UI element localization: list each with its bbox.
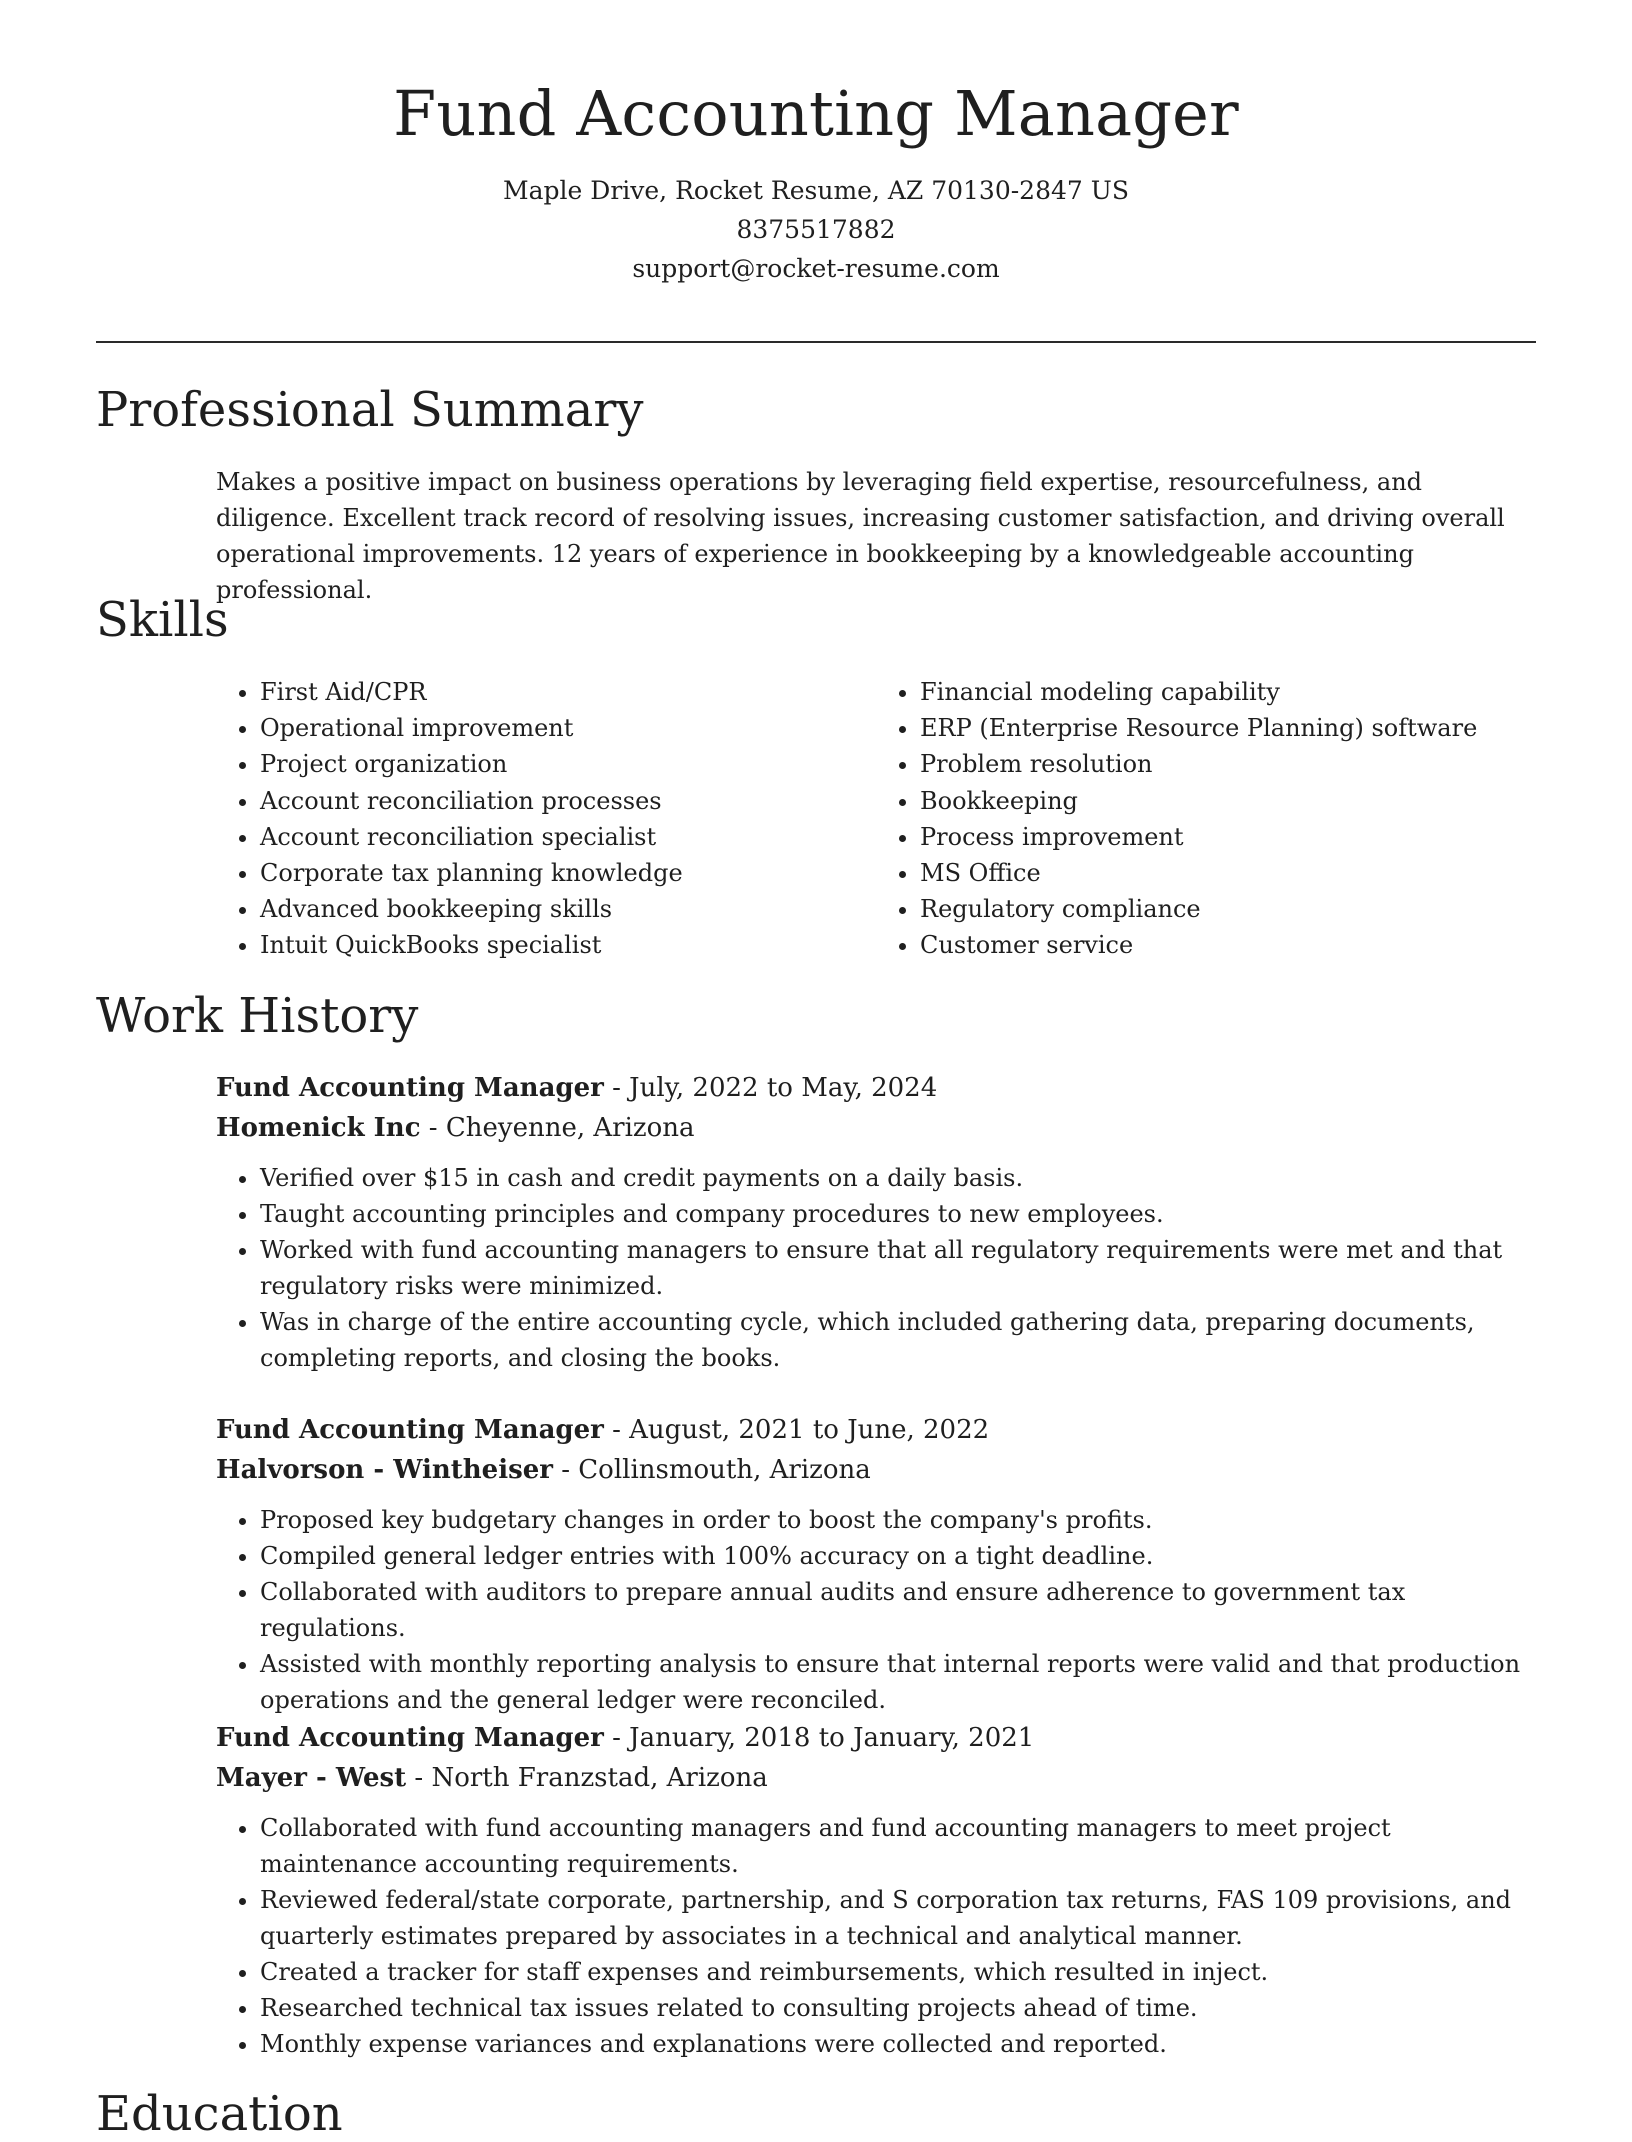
skill-item: • Problem resolution	[920, 746, 1536, 782]
job-bullet: • Monthly expense variances and explanations were collected and reported.	[260, 2026, 1536, 2062]
job-bullet: • Reviewed federal/state corporate, partnership, and S corporation tax returns, FAS 109 provisions, and quarterly estimates prepared by associates in a technical and analytical manner.	[260, 1882, 1536, 1954]
job-dates: - August, 2021 to June, 2022	[603, 1415, 990, 1445]
skills-heading: Skills	[96, 592, 229, 648]
job-title-line	[216, 1068, 1536, 1108]
job-bullet: • Collaborated with fund accounting managers and fund accounting managers to meet project maintenance accounting requirements.	[260, 1810, 1536, 1882]
contact-block	[96, 171, 1536, 288]
skills-column-right	[876, 674, 1536, 964]
skill-item: • Account reconciliation processes	[260, 783, 876, 819]
job-bullet: • Worked with fund accounting managers to ensure that all regulatory requirements were met and that regulatory risks were minimized.	[260, 1232, 1536, 1304]
job-title: Fund Accounting Manager	[216, 1723, 604, 1753]
work-history-heading: Work History	[96, 988, 419, 1044]
contact-address: Maple Drive, Rocket Resume, AZ 70130-2847 US	[503, 176, 1129, 206]
job-bullet: • Compiled general ledger entries with 100% accuracy on a tight deadline.	[260, 1538, 1536, 1574]
contact-email: support@rocket-resume.com	[632, 254, 1000, 284]
skill-item: • MS Office	[920, 855, 1536, 891]
job-bullet: • Taught accounting principles and company procedures to new employees.	[260, 1196, 1536, 1232]
job-dates: - January, 2018 to January, 2021	[603, 1723, 1035, 1753]
job-company-line	[216, 1108, 1536, 1148]
skill-item: • Advanced bookkeeping skills	[260, 891, 876, 927]
summary-heading: Professional Summary	[96, 382, 644, 438]
job-bullet: • Researched technical tax issues related to consulting projects ahead of time.	[260, 1990, 1536, 2026]
job-title-line	[216, 1718, 1536, 1758]
contact-phone: 8375517882	[736, 215, 896, 245]
job-bullets	[216, 1810, 1536, 2062]
job-location: - Cheyenne, Arizona	[420, 1113, 695, 1143]
skill-item: • Regulatory compliance	[920, 891, 1536, 927]
header-divider	[96, 341, 1536, 343]
skill-item: • Account reconciliation specialist	[260, 819, 876, 855]
skill-item: • First Aid/CPR	[260, 674, 876, 710]
job-entry	[216, 1718, 1536, 2062]
candidate-name: Fund Accounting Manager	[393, 77, 1239, 150]
skill-item: • Bookkeeping	[920, 783, 1536, 819]
resume-header	[96, 78, 1536, 288]
job-title-line	[216, 1410, 1536, 1450]
education-heading: Education	[96, 2086, 343, 2142]
job-company: Halvorson - Wintheiser	[216, 1455, 553, 1485]
job-entry	[216, 1068, 1536, 1376]
job-bullet: • Created a tracker for staff expenses and reimbursements, which resulted in inject.	[260, 1954, 1536, 1990]
skill-item: • Project organization	[260, 746, 876, 782]
job-title: Fund Accounting Manager	[216, 1073, 604, 1103]
skill-item: • Intuit QuickBooks specialist	[260, 927, 876, 963]
skill-item: • Process improvement	[920, 819, 1536, 855]
job-bullet: • Assisted with monthly reporting analysis to ensure that internal reports were valid and that production operations and the general ledger were reconciled.	[260, 1646, 1536, 1718]
skill-item: • Financial modeling capability	[920, 674, 1536, 710]
skills-column-left	[216, 674, 876, 964]
job-entry	[216, 1410, 1536, 1718]
job-company-line	[216, 1450, 1536, 1490]
skill-item: • ERP (Enterprise Resource Planning) software	[920, 710, 1536, 746]
job-bullet: • Proposed key budgetary changes in order to boost the company's profits.	[260, 1502, 1536, 1538]
skills-list	[216, 674, 1536, 964]
job-bullet: • Was in charge of the entire accounting cycle, which included gathering data, preparing documents, completing reports, and closing the books.	[260, 1304, 1536, 1376]
job-title: Fund Accounting Manager	[216, 1415, 604, 1445]
job-company: Mayer - West	[216, 1763, 407, 1793]
job-location: - Collinsmouth, Arizona	[552, 1455, 871, 1485]
skill-item: • Operational improvement	[260, 710, 876, 746]
summary-text: Makes a positive impact on business operations by leveraging field expertise, resourcefulness, and diligence. Excellent track record of resolving issues, increasing customer satisfaction, and driving overall operational improvements. 12 years of experience in bookkeeping by a knowledgeable accounting professional.	[216, 468, 1505, 604]
job-company: Homenick Inc	[216, 1113, 421, 1143]
skill-item: • Corporate tax planning knowledge	[260, 855, 876, 891]
job-bullet: • Verified over $15 in cash and credit payments on a daily basis.	[260, 1160, 1536, 1196]
job-bullets	[216, 1160, 1536, 1376]
skill-item: • Customer service	[920, 927, 1536, 963]
job-location: - North Franzstad, Arizona	[406, 1763, 768, 1793]
job-bullets	[216, 1502, 1536, 1718]
job-dates: - July, 2022 to May, 2024	[603, 1073, 938, 1103]
job-company-line	[216, 1758, 1536, 1798]
job-bullet: • Collaborated with auditors to prepare annual audits and ensure adherence to government tax regulations.	[260, 1574, 1536, 1646]
